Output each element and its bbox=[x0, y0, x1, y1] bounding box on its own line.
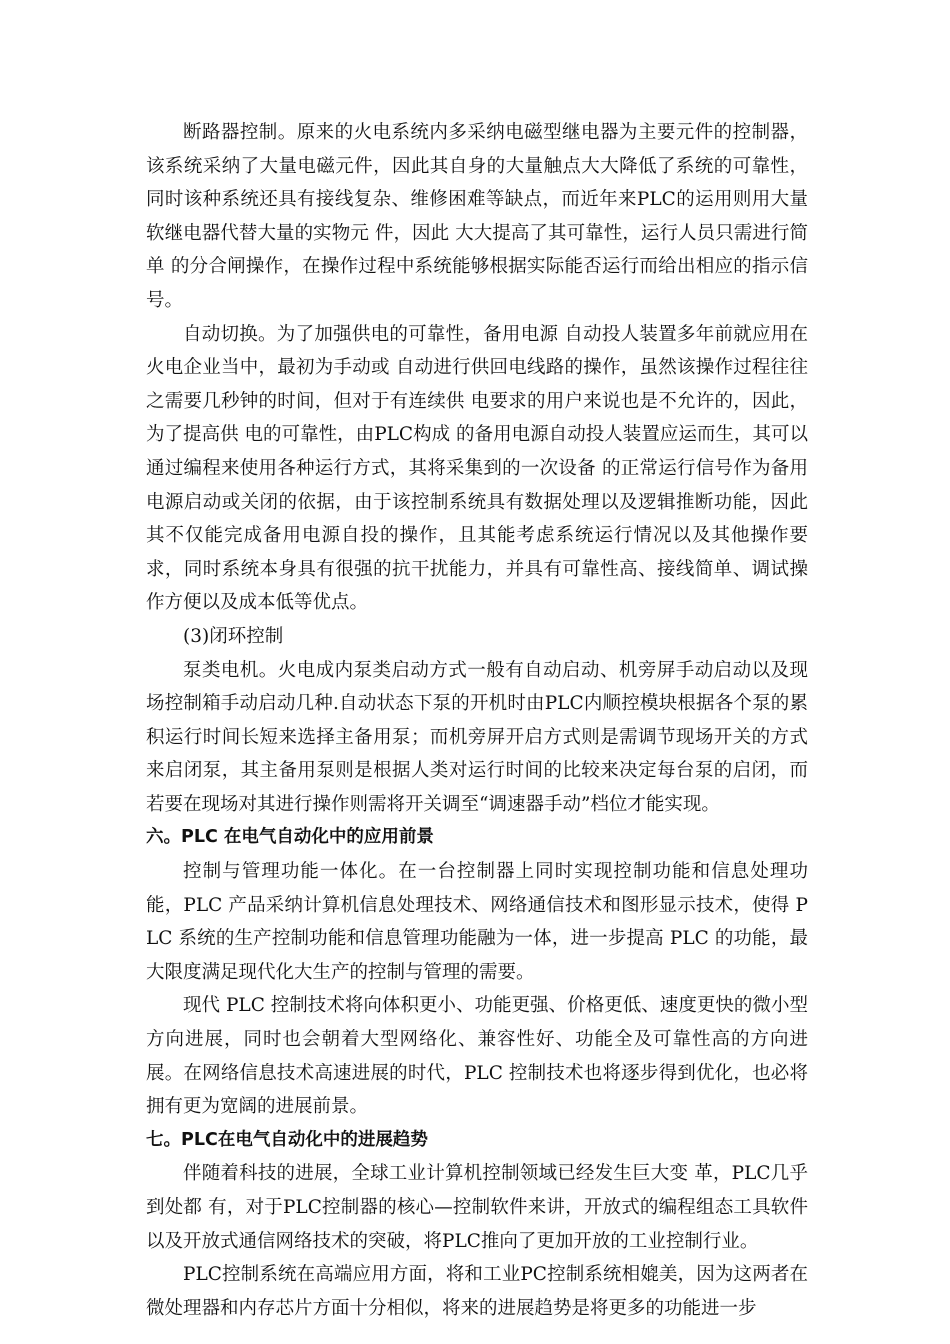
section-heading-6: 六。PLC 在电气自动化中的应用前景 bbox=[146, 827, 434, 848]
document-page bbox=[146, 116, 808, 1325]
paragraph-pump-motors: 泵类电机。火电成内泵类启动方式一般有自动启动、机旁屏手动启动以及现场控制箱手动启动几种.自动状态下泵的开机时由PLC内顺控模块根据各个泵的累积运行时间长短来选择主备用泵；而机旁屏开启方式则是需调节现场开关的方式来启闭泵，其主备用泵则是根据人类对运行时间的比较来决定每台泵的启闭，而若要在现场对其进行操作则需将开关调至“调速器手动”档位才能实现。 bbox=[146, 659, 808, 815]
paragraph-control-management-integration: 控制与管理功能一体化。在一台控制器上同时实现控制功能和信息处理功能，PLC 产品采纳计算机信息处理技术、网络通信技术和图形显示技术，使得 PLC 系统的生产控制功能和信息管理功能融为一体，进一步提高 PLC 的功能，最大限度满足现代化大生产的控制与管理的需要。 bbox=[146, 861, 808, 983]
paragraph-modern-plc-technology: 现代 PLC 控制技术将向体积更小、功能更强、价格更低、速度更快的微小型方向进展，同时也会朝着大型网络化、兼容性好、功能全及可靠性高的方向进展。在网络信息技术高速进展的时代，PLC 控制技术也将逐步得到优化，也必将拥有更为宽阔的进展前景。 bbox=[146, 995, 808, 1118]
subheading-closed-loop-control: (3)闭环控制 bbox=[183, 625, 284, 647]
section-heading-7: 七。PLC在电气自动化中的进展趋势 bbox=[146, 1129, 428, 1150]
paragraph-high-end-applications: PLC控制系统在高端应用方面，将和工业PC控制系统相媲美，因为这两者在微处理器和内存芯片方面十分相似，将来的进展趋势是将更多的功能进一步 bbox=[146, 1264, 808, 1319]
paragraph-circuit-breaker-control: 断路器控制。原来的火电系统内多采纳电磁型继电器为主要元件的控制器，该系统采纳了大量电磁元件，因此其自身的大量触点大大降低了系统的可靠性，同时该种系统还具有接线复杂、维修困难等缺点，而近年来PLC的运用则用大量软继电器代替大量的实物元 件，因此 大大提高了其可靠性，运行人员只需进行简单 的分合闸操作，在操作过程中系统能够根据实际能否运行而给出相应的指示信号。 bbox=[146, 122, 808, 311]
paragraph-automatic-switching: 自动切换。为了加强供电的可靠性，备用电源 自动投人装置多年前就应用在火电企业当中，最初为手动或 自动进行供回电线路的操作，虽然该操作过程往往之需要几秒钟的时间，但对于有连续供 电要求的用户来说也是不允许的，因此，为了提高供 电的可靠性，由PLC构成 的备用电源自动投人装置应运而生，其可以通过编程来使用各种运行方式，其将采集到的一次设备 的正常运行信号作为备用电源启动或关闭的依据，由于该控制系统具有数据处理以及逻辑推断功能，因此其不仅能完成备用电源自投的操作，且其能考虑系统运行情况以及其他操作要求，同时系统本身具有很强的抗干扰能力，并具有可靠性高、接线简单、调试操作方便以及成本低等优点。 bbox=[146, 323, 808, 614]
paragraph-technology-development: 伴随着科技的进展，全球工业计算机控制领域已经发生巨大变 革，PLC几乎到处都 有，对于PLC控制器的核心—控制软件来讲，开放式的编程组态工具软件以及开放式通信网络技术的突破，将PLC推向了更加开放的工业控制行业。 bbox=[146, 1163, 808, 1252]
